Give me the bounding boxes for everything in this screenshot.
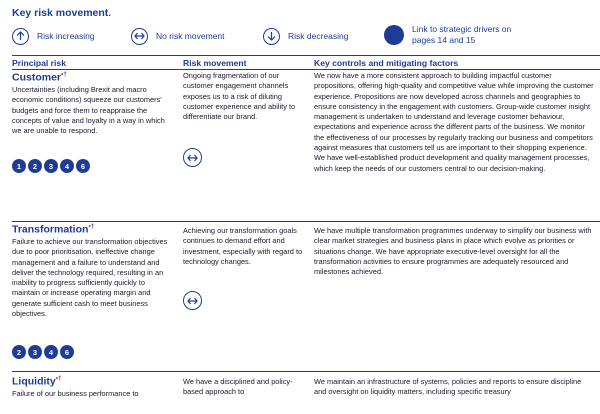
controls-text: We maintain an infrastructure of systems, policies and reports to ensure discipline and oversight on liquidity matters, including specific treasury [314, 377, 582, 397]
arrow-left-right-icon [183, 148, 202, 167]
driver-badge[interactable]: 2 [28, 159, 42, 173]
legend-item-decreasing [263, 26, 348, 46]
arrow-up-icon [12, 28, 29, 45]
row-divider [12, 221, 600, 222]
risk-title-liquidity: Liquidity•† [12, 375, 62, 388]
legend-label: Link to strategic drivers on pages 14 and 15 [412, 24, 512, 45]
driver-badge[interactable]: 3 [28, 345, 42, 359]
legend-label: Risk decreasing [288, 30, 349, 41]
driver-badge[interactable]: 6 [60, 345, 74, 359]
header-rule-bottom [12, 69, 600, 70]
col-header-controls: Key controls and mitigating factors [314, 58, 459, 68]
key-title: Key risk movement. [12, 7, 112, 19]
row-divider [12, 371, 600, 372]
driver-badge[interactable]: 3 [44, 159, 58, 173]
risk-movement-text: We have a disciplined and policy-based approach to [183, 377, 293, 397]
driver-badge[interactable]: 6 [76, 159, 90, 173]
risk-description: Failure of our business performance to [12, 389, 139, 398]
legend-item-strategic-link [384, 25, 532, 45]
arrow-left-right-icon [131, 28, 148, 45]
risk-movement-text: Ongoing fragmentation of our customer engagement channels exposes us to a risk of diluting customer experience and ability to differentiate our brand. [183, 71, 296, 122]
controls-text: We have multiple transformation programmes underway to simplify our business with clear market strategies and business plans in place which evolve as priorities or situations change. We have appropriate executive-level oversight for all the transformation activities to ensure programmes are adequately resourced and milestones achieved. [314, 226, 592, 277]
driver-badge[interactable]: 1 [12, 159, 26, 173]
risk-title-customer: Customer•† [12, 71, 67, 84]
legend-item-increasing [12, 26, 95, 46]
col-header-principal-risk: Principal risk [12, 58, 66, 68]
risk-description: Failure to achieve our transformation objectives due to poor prioritisation, ineffective change management and a failure to understand and deliver the technology required, resulting in an inability to progress sufficiently quickly to maintain or increase operating margin and generate sufficient cash to meet business objectives. [12, 237, 168, 319]
strategic-driver-badges [12, 345, 74, 359]
col-header-risk-movement: Risk movement [183, 58, 247, 68]
risk-title-transformation: Transformation•† [12, 223, 95, 236]
driver-badge[interactable]: 4 [60, 159, 74, 173]
strategic-driver-badges [12, 159, 90, 173]
header-rule-top [12, 55, 600, 56]
legend-item-no-movement [131, 26, 225, 46]
risk-movement-text: Achieving our transformation goals continues to demand effort and investment, especially with regard to technology changes. [183, 226, 303, 266]
arrow-left-right-icon [183, 291, 202, 310]
legend-label: Risk increasing [37, 30, 95, 41]
filled-circle-icon [384, 25, 404, 45]
driver-badge[interactable]: 4 [44, 345, 58, 359]
driver-badge[interactable]: 2 [12, 345, 26, 359]
legend-label: No risk movement [156, 30, 225, 41]
arrow-down-icon [263, 28, 280, 45]
controls-text: We now have a more consistent approach to building impactful customer propositions, offering high-quality and competitive value while improving the customer experience. Propositions are now developed across channels and geographies to ensure consistency in the engagement with customers. Group-wide customer insight management is undertaken to understand and leverage customer behaviour, expectations and experience across the different parts of the business. We monitor the effectiveness of our processes by regularly tracking our business and competitors against measures that customers tell us are important to their shopping experience. We have well-established product development and quality management processes, which keep the needs of our customers central to our decision-making. [314, 71, 594, 173]
risk-description: Uncertainties (including Brexit and macro economic conditions) squeeze our customers' budgets and force them to reappraise the concepts of value and loyalty in a way in which we are unable to respond. [12, 85, 165, 136]
